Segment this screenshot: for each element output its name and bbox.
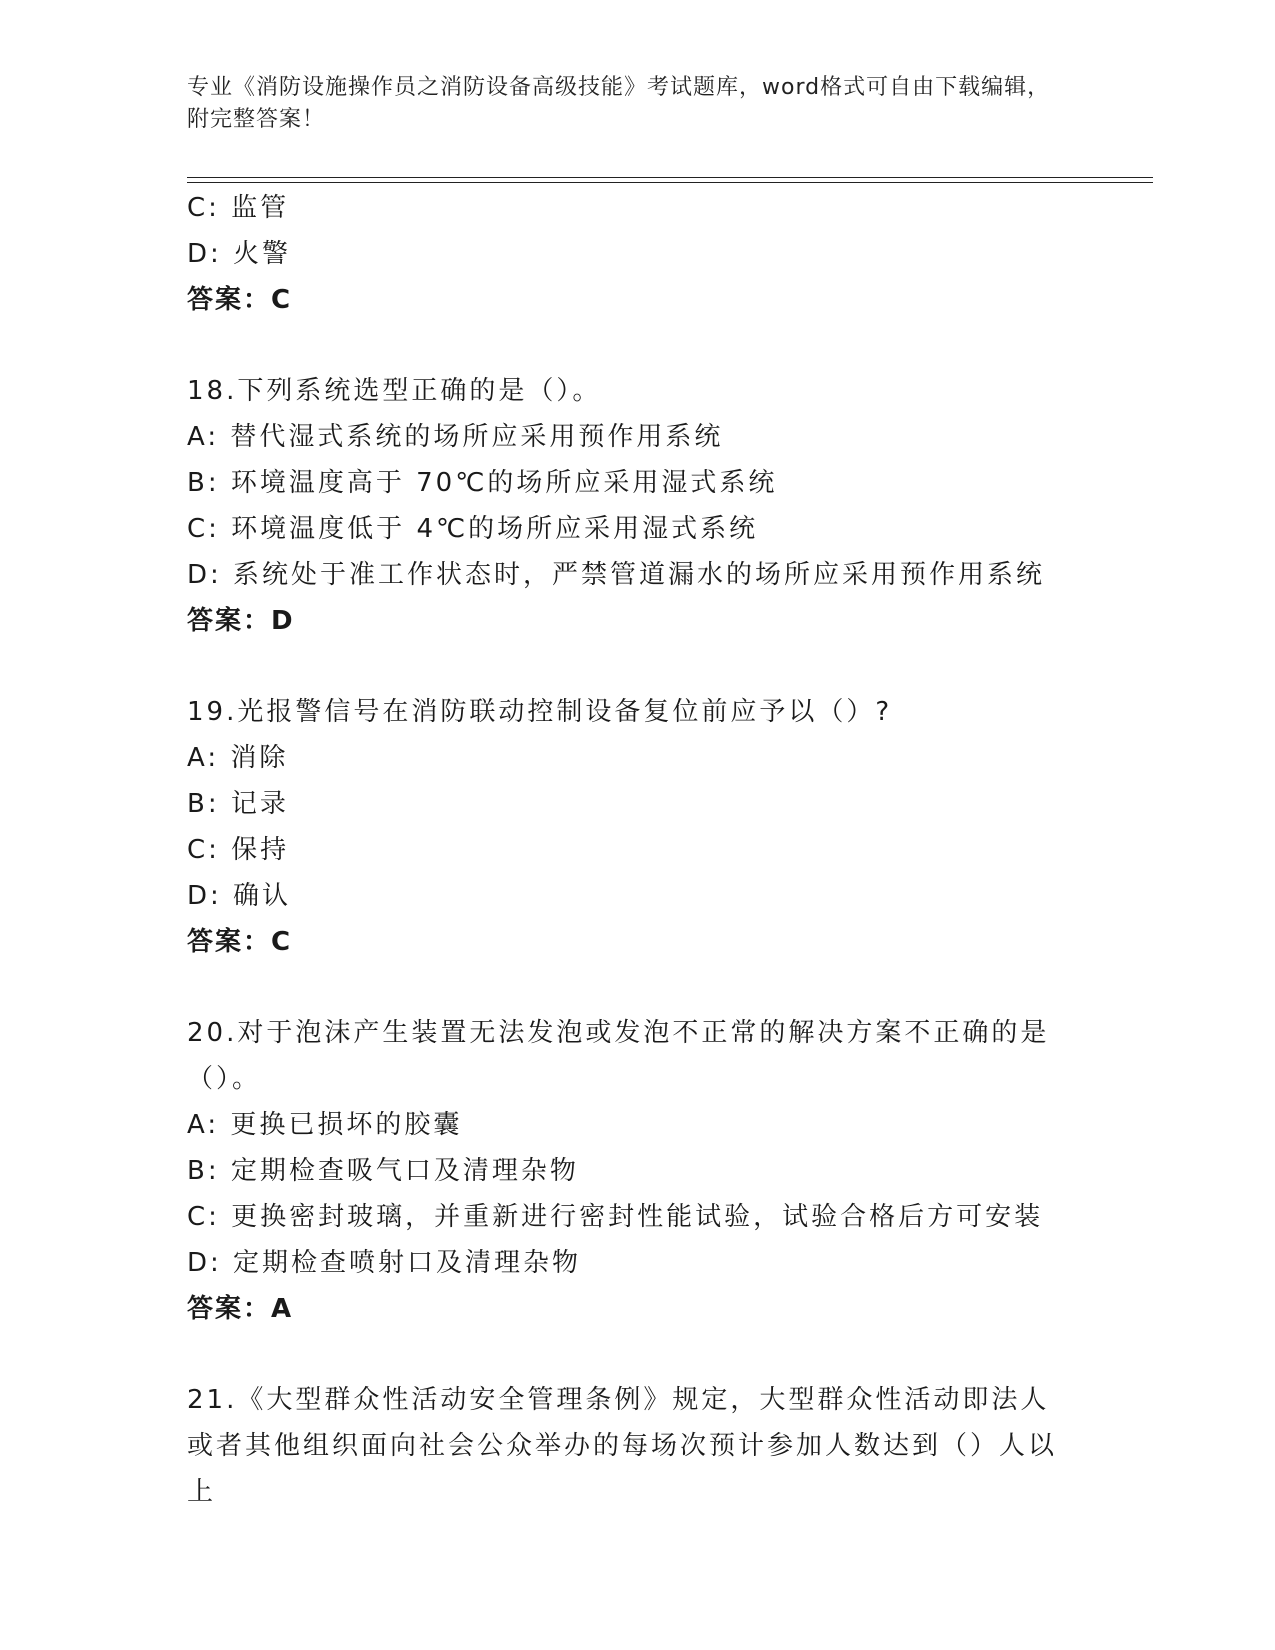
option-c: C: 监管 bbox=[187, 193, 290, 223]
question-block-19 bbox=[187, 689, 1087, 965]
option-a: A: 替代湿式系统的场所应采用预作用系统 bbox=[187, 422, 724, 452]
document-header: 专业《消防设施操作员之消防设备高级技能》考试题库，word格式可自由下载编辑，附完整答案！ bbox=[187, 75, 1051, 132]
question-stem: 21.《大型群众性活动安全管理条例》规定，大型群众性活动即法人或者其他组织面向社会公众举办的每场次预计参加人数达到（）人以上 bbox=[187, 1385, 1058, 1507]
question-list bbox=[187, 185, 1087, 1515]
option-c: C: 保持 bbox=[187, 835, 290, 865]
answer-line: 答案：C bbox=[187, 927, 293, 957]
question-block-18 bbox=[187, 368, 1087, 644]
option-c: C: 更换密封玻璃，并重新进行密封性能试验，试验合格后方可安装 bbox=[187, 1202, 1044, 1232]
answer-line: 答案：A bbox=[187, 1294, 294, 1324]
option-d: D: 火警 bbox=[187, 239, 292, 269]
answer-line: 答案：C bbox=[187, 285, 293, 315]
header-divider-line bbox=[187, 177, 1153, 178]
option-a: A: 更换已损坏的胶囊 bbox=[187, 1110, 463, 1140]
question-stem: 19.光报警信号在消防联动控制设备复位前应予以（）? bbox=[187, 697, 893, 727]
option-d: D: 确认 bbox=[187, 881, 292, 911]
option-b: B: 记录 bbox=[187, 789, 289, 819]
question-block-20 bbox=[187, 1010, 1087, 1332]
question-block-17 bbox=[187, 185, 1087, 323]
question-stem: 18.下列系统选型正确的是（）。 bbox=[187, 376, 602, 406]
question-stem: 20.对于泡沫产生装置无法发泡或发泡不正常的解决方案不正确的是（）。 bbox=[187, 1018, 1050, 1094]
option-a: A: 消除 bbox=[187, 743, 289, 773]
option-c: C: 环境温度低于 4℃的场所应采用湿式系统 bbox=[187, 514, 759, 544]
question-block-21 bbox=[187, 1377, 1087, 1515]
header-divider-line-double bbox=[187, 182, 1153, 183]
option-d: D: 定期检查喷射口及清理杂物 bbox=[187, 1248, 582, 1278]
option-b: B: 环境温度高于 70℃的场所应采用湿式系统 bbox=[187, 468, 778, 498]
option-b: B: 定期检查吸气口及清理杂物 bbox=[187, 1156, 579, 1186]
answer-line: 答案：D bbox=[187, 606, 295, 636]
option-d: D: 系统处于准工作状态时，严禁管道漏水的场所应采用预作用系统 bbox=[187, 560, 1046, 590]
